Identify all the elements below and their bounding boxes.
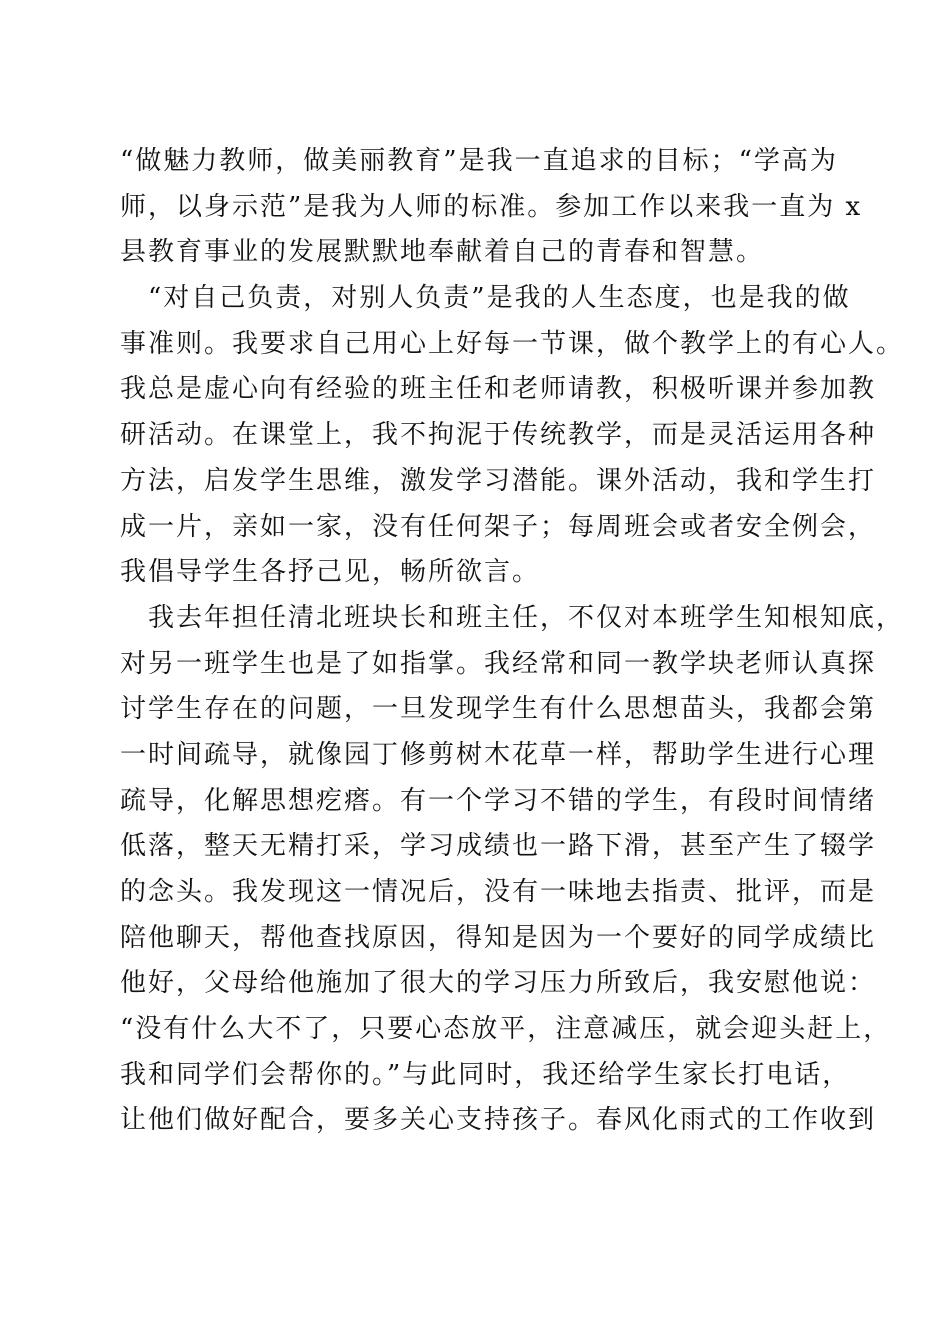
text-line-1: “做魅力教师，做美丽教育”是我一直追求的目标；“学高为 [120,146,838,176]
text-line-16: 低落，整天无精打采，学习成绩也一路下滑，甚至产生了辍学 [120,831,877,862]
text-line-5: 事准则。我要求自己用心上好每一节课，做个教学上的有心人。 [120,328,905,359]
text-line-7: 研活动。在课堂上，我不拘泥于传统教学，而是灵活运用各种 [120,420,877,451]
text-line-2: 师，以身示范”是我为人师的标准。参加工作以来我一直为 x [120,191,863,222]
text-line-22: 让他们做好配合，要多关心支持孩子。春风化雨式的工作收到 [120,1105,877,1136]
text-line-6: 我总是虚心向有经验的班主任和老师请教，积极听课并参加教 [120,374,877,405]
text-line-8: 方法，启发学生思维，激发学习潜能。课外活动，我和学生打 [120,465,877,496]
text-line-9: 成一片，亲如一家，没有任何架子；每周班会或者安全例会， [120,511,877,542]
document-body [120,139,905,1144]
text-line-11: 我去年担任清北班块长和班主任，不仅对本班学生知根知底， [120,602,905,633]
text-line-20: “没有什么大不了，只要心态放平，注意减压，就会迎头赶上， [120,1014,892,1045]
text-line-10: 我倡导学生各抒己见，畅所欲言。 [120,557,541,588]
text-line-21: 我和同学们会帮你的。”与此同时，我还给学生家长打电话， [120,1059,851,1090]
text-line-18: 陪他聊天，帮他查找原因，得知是因为一个要好的同学成绩比 [120,922,877,953]
text-line-3: 县教育事业的发展默默地奉献着自己的青春和智慧。 [120,237,765,268]
text-line-4: “对自己负责，对别人负责”是我的人生态度，也是我的做 [120,283,851,314]
text-line-17: 的念头。我发现这一情况后，没有一味地去指责、批评，而是 [120,877,877,907]
text-line-15: 疏导，化解思想疙瘩。有一个学习不错的学生，有段时间情绪 [120,785,877,816]
text-line-13: 讨学生存在的问题，一旦发现学生有什么思想苗头，我都会第 [120,694,877,725]
text-line-14: 一时间疏导，就像园丁修剪树木花草一样，帮助学生进行心理 [120,739,877,770]
text-line-12: 对另一班学生也是了如指掌。我经常和同一教学块老师认真探 [120,648,877,679]
text-line-19: 他好，父母给他施加了很大的学习压力所致后，我安慰他说： [120,968,877,999]
